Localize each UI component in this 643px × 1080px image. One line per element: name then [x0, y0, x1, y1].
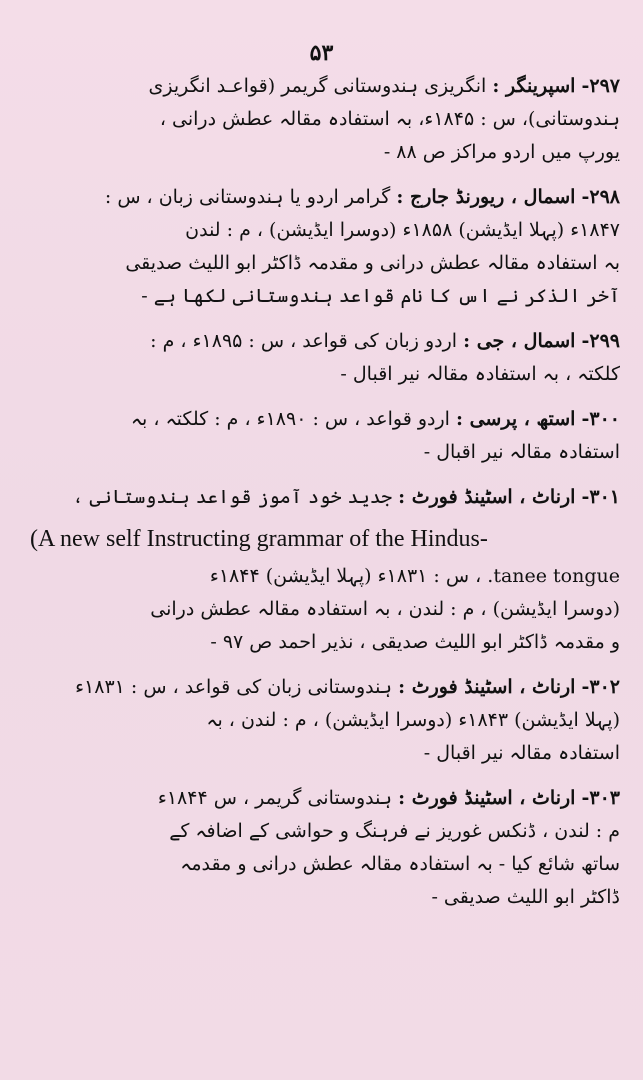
entry-text-line: بہ استفادہ مقالہ عطش درانی و مقدمہ ڈاکٹر ابو اللیث صدیقی [125, 252, 620, 274]
entry-author: ارناٹ ، اسٹینڈ فورٹ : [398, 787, 576, 809]
entry-first-line [30, 70, 620, 103]
entry-text: اردو قواعد ، س : ۱۸۹۰ء ، م : کلکتہ ، بہ [130, 408, 450, 430]
entry-first-line [30, 671, 620, 704]
page-number: ۵۳ [309, 40, 334, 66]
entry-first-line [30, 403, 620, 436]
entry-first-line [30, 481, 620, 514]
entry-first-line [30, 181, 620, 214]
entry-first-line [30, 325, 620, 358]
entry-text-line: ۱۸۴۷ء (پہلا ایڈیشن) ۱۸۵۸ء (دوسرا ایڈیشن) ، م : لندن [185, 219, 620, 241]
entry-author: ارناٹ ، اسٹینڈ فورٹ : [398, 676, 576, 698]
entries-list [30, 70, 620, 926]
entry-number: ۳۰۰- [581, 408, 620, 430]
entry-author: اسمال ، ریورنڈ جارج : [396, 186, 576, 208]
bibliography-entry [30, 782, 620, 914]
entry-text: جدید خود آموز قواعد ہندوستانی ، [72, 486, 393, 508]
entry-text: ہندوستانی زبان کی قواعد ، س : ۱۸۳۱ء [75, 676, 393, 698]
entry-text: گرامر اردو یا ہندوستانی زبان ، س : [104, 186, 391, 208]
entry-number: ۳۰۳- [581, 787, 620, 809]
bibliography-entry [30, 70, 620, 169]
entry-author: اسمال ، جی : [463, 330, 576, 352]
bibliography-entry [30, 325, 620, 391]
entry-author: استھ ، پرسی : [455, 408, 576, 430]
entry-text-line: استفادہ مقالہ نیر اقبال - [423, 441, 620, 463]
bibliography-entry [30, 671, 620, 770]
bibliography-entry [30, 481, 620, 659]
entry-text-line: ساتھ شائع کیا - بہ استفادہ مقالہ عطش درانی و مقدمہ [180, 853, 620, 875]
entry-text-line: ہندوستانی)، س : ۱۸۴۵ء، بہ استفادہ مقالہ عطش درانی ، [159, 108, 620, 130]
entry-first-line [30, 782, 620, 815]
entry-author: ارناٹ ، اسٹینڈ فورٹ : [398, 486, 576, 508]
entry-text: ہندوستانی گریمر ، س ۱۸۴۴ء [157, 787, 393, 809]
bibliography-entry [30, 403, 620, 469]
entry-number: ۲۹۷- [581, 75, 620, 97]
entry-text-line: (دوسرا ایڈیشن) ، م : لندن ، بہ استفادہ مقالہ عطش درانی [150, 598, 620, 620]
entry-author: اسپرینگر : [492, 75, 576, 97]
entry-text-line: استفادہ مقالہ نیر اقبال - [423, 742, 620, 764]
entry-number: ۳۰۱- [581, 486, 620, 508]
entry-text-line: tanee tongue. ، س : ۱۸۳۱ء (پہلا ایڈیشن) ۱۸۴۴ء [209, 565, 620, 587]
entry-text-line: و مقدمہ ڈاکٹر ابو اللیث صدیقی ، نذیر احمد ص ۹۷ - [210, 631, 620, 653]
entry-text-line: م : لندن ، ڈنکس غوریز نے فرہنگ و حواشی کے اضافہ کے [169, 820, 620, 842]
bibliography-entry [30, 181, 620, 313]
entry-text-line: یورپ میں اردو مراکز ص ۸۸ - [383, 141, 620, 163]
entry-text-line: (پہلا ایڈیشن) ۱۸۴۳ء (دوسرا ایڈیشن) ، م : لندن ، بہ [206, 709, 620, 731]
entry-text: اردو زبان کی قواعد ، س : ۱۸۹۵ء ، م : [150, 330, 458, 352]
english-title-line: (A new self Instructing grammar of the Hindus- [30, 526, 488, 552]
entry-number: ۳۰۲- [581, 676, 620, 698]
entry-text: انگریزی ہندوستانی گریمر (قواعـد انگریزی [148, 75, 487, 97]
entry-number: ۲۹۸- [581, 186, 620, 208]
entry-text-line: کلکتہ ، بہ استفادہ مقالہ نیر اقبال - [340, 363, 620, 385]
entry-text-line: ڈاکٹر ابو اللیث صدیقی - [431, 886, 620, 908]
entry-text-line: آخر الذکر نے اس کا نام قواعد ہندوستانی لکھا ہے - [141, 285, 620, 307]
entry-number: ۲۹۹- [581, 330, 620, 352]
